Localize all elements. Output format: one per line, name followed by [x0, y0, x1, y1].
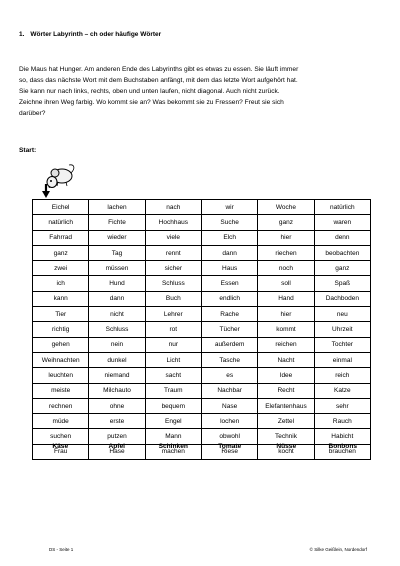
- maze-cell: Uhrzeit: [314, 322, 370, 337]
- maze-cell: soll: [258, 276, 314, 291]
- food-label: Nüsse: [276, 443, 297, 450]
- maze-cell: Tasche: [201, 352, 257, 367]
- maze-cell: zwei: [33, 261, 89, 276]
- maze-cell: sehr: [314, 398, 370, 413]
- maze-row: [33, 429, 371, 444]
- maze-cell: Tochter: [314, 337, 370, 352]
- maze-cell: Milchauto: [89, 383, 145, 398]
- maze-cell: Dachboden: [314, 291, 370, 306]
- maze-cell: Hase: [89, 444, 145, 459]
- maze-cell: Riese: [201, 444, 257, 459]
- maze-cell: Rauch: [314, 414, 370, 429]
- maze-cell: kocht: [258, 444, 314, 459]
- footer-page-label: DS - Seite 1: [49, 547, 74, 552]
- task-title: Wörter Labyrinth – ch oder häufige Wörter: [30, 31, 162, 38]
- maze-cell: Essen: [201, 276, 257, 291]
- mouse-icon: [38, 160, 78, 200]
- maze-cell: Buch: [145, 291, 201, 306]
- maze-cell: richtig: [33, 322, 89, 337]
- maze-cell: Hund: [89, 276, 145, 291]
- maze-cell: lachen: [89, 200, 145, 215]
- maze-cell: Suche: [201, 215, 257, 230]
- maze-cell: ganz: [33, 245, 89, 260]
- maze-cell: reichen: [258, 337, 314, 352]
- maze-cell: hier: [258, 230, 314, 245]
- maze-cell: ganz: [314, 261, 370, 276]
- maze-row: [33, 337, 371, 352]
- instruction-line: Zeichne ihren Weg farbig. Wo kommt sie an? Was bekommt sie zu Fressen? Freut sie sich: [19, 99, 284, 106]
- maze-cell: endlich: [201, 291, 257, 306]
- food-label: Tomate: [218, 443, 242, 450]
- maze-cell: wieder: [89, 230, 145, 245]
- maze-cell: waren: [314, 215, 370, 230]
- food-row: [32, 443, 371, 450]
- maze-cell: Frau: [33, 444, 89, 459]
- instruction-line: darüber?: [19, 110, 46, 117]
- maze-cell: es: [201, 368, 257, 383]
- maze-cell: Rache: [201, 307, 257, 322]
- start-label: Start:: [19, 147, 37, 154]
- food-label: Bonbons: [328, 443, 358, 450]
- maze-row: [33, 261, 371, 276]
- maze-row: [33, 291, 371, 306]
- maze-row: [33, 230, 371, 245]
- instruction-line: Sie kann nur nach links, rechts, oben und unten laufen, nicht diagonal. Auch nicht zurück.: [19, 88, 280, 95]
- maze-cell: Tag: [89, 245, 145, 260]
- maze-cell: nur: [145, 337, 201, 352]
- maze-cell: reich: [314, 368, 370, 383]
- maze-cell: rennt: [145, 245, 201, 260]
- instruction-line: so, dass das nächste Wort mit dem Buchstaben anfängt, mit dem das letzte Wort aufgehört hat.: [19, 77, 298, 84]
- maze-cell: viele: [145, 230, 201, 245]
- maze-cell: Elch: [201, 230, 257, 245]
- maze-cell: Eichel: [33, 200, 89, 215]
- maze-cell: dann: [201, 245, 257, 260]
- maze-cell: Elefantenhaus: [258, 398, 314, 413]
- maze-cell: hier: [258, 307, 314, 322]
- maze-cell: Traum: [145, 383, 201, 398]
- maze-cell: Tücher: [201, 322, 257, 337]
- maze-cell: rot: [145, 322, 201, 337]
- maze-cell: Mann: [145, 429, 201, 444]
- maze-cell: Idee: [258, 368, 314, 383]
- maze-row: [33, 398, 371, 413]
- maze-cell: lochen: [201, 414, 257, 429]
- word-maze-table: [32, 199, 371, 460]
- maze-row: [33, 200, 371, 215]
- maze-cell: nicht: [89, 307, 145, 322]
- maze-cell: dann: [89, 291, 145, 306]
- maze-cell: Licht: [145, 352, 201, 367]
- maze-cell: natürlich: [314, 200, 370, 215]
- maze-cell: Nacht: [258, 352, 314, 367]
- maze-row: [33, 307, 371, 322]
- maze-cell: bequem: [145, 398, 201, 413]
- maze-cell: müssen: [89, 261, 145, 276]
- maze-cell: müde: [33, 414, 89, 429]
- maze-cell: Technik: [258, 429, 314, 444]
- maze-cell: Nase: [201, 398, 257, 413]
- maze-row: [33, 368, 371, 383]
- task-number: 1.: [19, 31, 25, 38]
- maze-cell: putzen: [89, 429, 145, 444]
- maze-cell: sicher: [145, 261, 201, 276]
- maze-cell: Haus: [201, 261, 257, 276]
- food-label: Schinken: [158, 443, 188, 450]
- maze-cell: Schluss: [145, 276, 201, 291]
- maze-cell: Tier: [33, 307, 89, 322]
- maze-row: [33, 245, 371, 260]
- food-label: Käse: [52, 443, 69, 450]
- maze-cell: denn: [314, 230, 370, 245]
- maze-cell: Hochhaus: [145, 215, 201, 230]
- maze-cell: obwohl: [201, 429, 257, 444]
- maze-cell: neu: [314, 307, 370, 322]
- maze-cell: nach: [145, 200, 201, 215]
- maze-row: [33, 352, 371, 367]
- worksheet-heading: [19, 31, 161, 38]
- maze-cell: Lehrer: [145, 307, 201, 322]
- maze-cell: niemand: [89, 368, 145, 383]
- maze-cell: außerdem: [201, 337, 257, 352]
- maze-cell: kommt: [258, 322, 314, 337]
- maze-cell: Weihnachten: [33, 352, 89, 367]
- maze-cell: rechnen: [33, 398, 89, 413]
- maze-cell: leuchten: [33, 368, 89, 383]
- maze-cell: Fahrrad: [33, 230, 89, 245]
- maze-cell: Hand: [258, 291, 314, 306]
- maze-cell: Woche: [258, 200, 314, 215]
- maze-cell: kann: [33, 291, 89, 306]
- maze-row: [33, 276, 371, 291]
- maze-cell: dunkel: [89, 352, 145, 367]
- maze-cell: Nachbar: [201, 383, 257, 398]
- maze-cell: Katze: [314, 383, 370, 398]
- maze-row: [33, 215, 371, 230]
- maze-cell: Recht: [258, 383, 314, 398]
- instruction-line: Die Maus hat Hunger. Am anderen Ende des Labyrinths gibt es etwas zu essen. Sie läuft immer: [19, 66, 299, 73]
- maze-cell: beobachten: [314, 245, 370, 260]
- maze-cell: nein: [89, 337, 145, 352]
- maze-cell: noch: [258, 261, 314, 276]
- maze-row: [33, 322, 371, 337]
- maze-cell: Fichte: [89, 215, 145, 230]
- maze-row: [33, 383, 371, 398]
- maze-cell: gehen: [33, 337, 89, 352]
- maze-cell: wir: [201, 200, 257, 215]
- maze-cell: ich: [33, 276, 89, 291]
- maze-cell: machen: [145, 444, 201, 459]
- maze-cell: Spaß: [314, 276, 370, 291]
- maze-cell: suchen: [33, 429, 89, 444]
- maze-cell: Habicht: [314, 429, 370, 444]
- instructions: [19, 64, 391, 119]
- maze-cell: ganz: [258, 215, 314, 230]
- maze-cell: Schluss: [89, 322, 145, 337]
- food-label: Apfel: [108, 443, 125, 450]
- maze-cell: Zettel: [258, 414, 314, 429]
- maze-cell: brauchen: [314, 444, 370, 459]
- footer-copyright: © Silke Geißlein, Nordendorf: [309, 547, 367, 552]
- maze-cell: riechen: [258, 245, 314, 260]
- maze-cell: Engel: [145, 414, 201, 429]
- maze-cell: natürlich: [33, 215, 89, 230]
- maze-cell: meiste: [33, 383, 89, 398]
- maze-cell: einmal: [314, 352, 370, 367]
- maze-cell: erste: [89, 414, 145, 429]
- maze-row: [33, 414, 371, 429]
- maze-cell: ohne: [89, 398, 145, 413]
- maze-cell: sacht: [145, 368, 201, 383]
